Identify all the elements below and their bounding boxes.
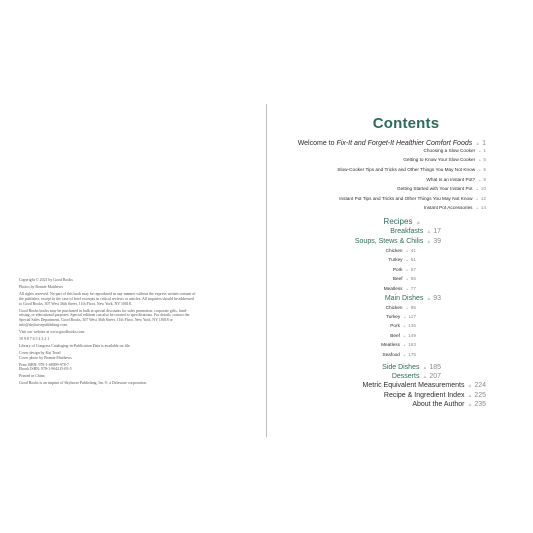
triangle-marker-icon: ▲ — [402, 334, 407, 338]
toc-entry-page-number: 175 — [408, 352, 416, 357]
triangle-marker-icon: ▲ — [475, 206, 479, 210]
copyright-paragraph: Library of Congress Cataloging-in-Publication Data is available on file. — [19, 343, 131, 348]
triangle-marker-icon: ▲ — [467, 384, 473, 389]
triangle-marker-icon: ▲ — [478, 149, 482, 153]
toc-entry-page-number: 1 — [483, 148, 486, 153]
toc-entry-label: Soups, Stews & Chilis — [354, 238, 424, 245]
toc-entry[interactable] — [382, 364, 441, 371]
triangle-marker-icon: ▲ — [405, 258, 409, 262]
triangle-marker-icon: ▲ — [405, 268, 409, 272]
triangle-marker-icon: ▲ — [478, 168, 482, 172]
toc-entry-label: Turkey — [386, 314, 401, 319]
toc-entry-page-number: 224 — [474, 382, 486, 389]
copyright-page-text — [19, 278, 197, 388]
toc-entry-page-number: 185 — [429, 364, 441, 371]
toc-entry[interactable] — [412, 401, 486, 408]
toc-entry-label: Pork — [390, 323, 400, 328]
triangle-marker-icon: ▲ — [422, 366, 428, 371]
copyright-paragraph: Good Books books may be purchased in bulk at special discounts for sales promotion, corporate gifts, fund-raising, or educational purposes. Special editions can also be created to specifications. For details, contact the Special Sales Department, Good Books, 307 West 36th Street, 11th Floor, New York, NY 10018 or info@skyhorsepublishing.com. — [19, 308, 190, 327]
toc-entry[interactable] — [363, 382, 486, 389]
toc-entry-page-number: 225 — [474, 392, 486, 399]
toc-entry-page-number: 10 — [480, 186, 486, 191]
toc-entry[interactable] — [355, 238, 441, 245]
toc-entry[interactable] — [388, 257, 416, 262]
toc-entry-label: Instant Pot Accessories — [423, 205, 473, 210]
toc-entry[interactable] — [426, 177, 486, 182]
toc-entry-page-number: 14 — [480, 205, 486, 210]
toc-entry-page-number: 6 — [483, 167, 486, 172]
toc-entry-label: Turkey — [388, 257, 403, 262]
triangle-marker-icon: ▲ — [402, 324, 407, 328]
toc-entry-label: Breakfasts — [390, 228, 424, 235]
toc-entry-label: Chicken — [385, 305, 403, 310]
toc-entry-label: Seafood — [382, 352, 400, 357]
toc-entry[interactable] — [381, 342, 416, 347]
triangle-marker-icon: ▲ — [405, 277, 409, 281]
toc-entry-label: Getting Started with Your Instant Pot — [396, 186, 473, 191]
toc-entry-page-number: 117 — [408, 314, 416, 319]
toc-entry[interactable] — [424, 205, 486, 210]
copyright-paragraph: 10 9 8 7 6 5 4 3 2 1 — [19, 336, 50, 341]
toc-entry-label: Recipe & Ingredient Index — [383, 392, 465, 399]
toc-entry[interactable] — [337, 167, 486, 172]
triangle-marker-icon: ▲ — [467, 403, 473, 408]
toc-entry-label: Main Dishes — [384, 295, 424, 302]
toc-entry-label — [298, 140, 473, 147]
toc-entry[interactable] — [384, 392, 486, 399]
toc-entry-label: Choosing a Slow Cooker — [423, 148, 476, 153]
toc-entry-page-number: 39 — [433, 238, 441, 245]
triangle-marker-icon: ▲ — [467, 394, 473, 399]
triangle-marker-icon: ▲ — [415, 220, 421, 226]
toc-entry-label-prefix: Welcome to — [297, 140, 337, 147]
toc-entry-page-number: 207 — [429, 373, 441, 380]
toc-entry-label: Meatless — [383, 286, 403, 291]
toc-entry-page-number: 163 — [408, 342, 416, 347]
toc-entry-page-number: 95 — [410, 305, 416, 310]
toc-entry-label: Recipes — [383, 217, 413, 226]
copyright-paragraph: Photos by Bonnie Matthews — [19, 284, 63, 289]
toc-entry[interactable] — [386, 248, 416, 253]
toc-entry-page-number: 5 — [483, 157, 486, 162]
toc-entry[interactable] — [384, 217, 423, 226]
triangle-marker-icon: ▲ — [403, 315, 407, 319]
toc-entry[interactable] — [390, 228, 441, 235]
triangle-marker-icon: ▲ — [426, 297, 432, 302]
toc-entry-page-number: 135 — [408, 323, 416, 328]
triangle-marker-icon: ▲ — [422, 375, 428, 380]
toc-entry[interactable] — [298, 140, 486, 147]
toc-entry[interactable] — [393, 267, 416, 272]
toc-entry-label: Chicken — [385, 248, 403, 253]
toc-entry-page-number: 51 — [410, 257, 416, 262]
triangle-marker-icon: ▲ — [405, 249, 409, 253]
toc-entry[interactable] — [390, 323, 416, 328]
triangle-marker-icon: ▲ — [426, 230, 432, 235]
triangle-marker-icon: ▲ — [475, 197, 479, 201]
triangle-marker-icon: ▲ — [475, 187, 479, 191]
triangle-marker-icon: ▲ — [478, 178, 482, 182]
toc-entry-label: About the Author — [412, 401, 465, 408]
toc-entry-label: Getting to Know Your Slow Cooker — [403, 157, 476, 162]
toc-entry-page-number: 9 — [483, 177, 486, 182]
toc-entry-page-number: 57 — [410, 267, 416, 272]
toc-entry-label: Pork — [392, 267, 403, 272]
toc-entry-label: Slow-Cooker Tips and Tricks and Other Things You May Not Know — [337, 167, 476, 172]
toc-entry[interactable] — [386, 314, 416, 319]
copyright-paragraph: Cover design by Kai Texel Cover photo by Bonnie Matthews — [19, 350, 72, 360]
copyright-paragraph: Visit our website at www.goodbooks.com. — [19, 329, 85, 334]
toc-entry[interactable] — [393, 276, 416, 281]
toc-entry[interactable] — [339, 196, 486, 201]
copyright-paragraph: Good Books is an imprint of Skyhorse Publishing, Inc.®, a Delaware corporation. — [19, 381, 147, 386]
toc-entry[interactable] — [392, 373, 441, 380]
toc-entry[interactable] — [424, 148, 486, 153]
toc-entry-page-number: 149 — [408, 333, 416, 338]
toc-entry-page-number: 17 — [433, 228, 441, 235]
toc-entry[interactable] — [382, 352, 416, 357]
toc-entry[interactable] — [403, 157, 486, 162]
toc-entry-page-number: 93 — [433, 295, 441, 302]
triangle-marker-icon: ▲ — [475, 142, 481, 147]
toc-entry-page-number: 1 — [482, 140, 486, 147]
toc-entry[interactable] — [397, 186, 486, 191]
triangle-marker-icon: ▲ — [426, 240, 432, 245]
copyright-paragraph: All rights reserved. No part of this book may be reproduced in any manner without the express written consent of the publisher, except in the case of brief excerpts in critical reviews or articles. All inquiries should be addressed to Good Books, 307 West 36th Street, 11th Floor, New York, NY 10018. — [19, 291, 196, 306]
triangle-marker-icon: ▲ — [405, 306, 409, 310]
triangle-marker-icon: ▲ — [478, 158, 482, 162]
toc-entry[interactable] — [385, 295, 441, 302]
copyright-paragraph: Print ISBN: 978-1-68099-978-7 Ebook ISBN: 978-1-964215-05-5 — [19, 362, 72, 372]
triangle-marker-icon: ▲ — [402, 343, 407, 347]
toc-entry-label: Meatless — [381, 342, 400, 347]
toc-entry-page-number: 41 — [410, 248, 416, 253]
toc-entry-label: Side Dishes — [382, 364, 420, 371]
toc-entry-label: Instant Pot Tips and Tricks and Other Things You May Not Know — [339, 196, 473, 201]
triangle-marker-icon: ▲ — [405, 287, 409, 291]
toc-entry-page-number: 65 — [410, 276, 416, 281]
toc-entry-label-title: Fix-It and Forget-It Healthier Comfort Foods — [336, 140, 473, 147]
toc-entry-page-number: 235 — [474, 401, 486, 408]
toc-entry-label: Beef — [390, 333, 400, 338]
toc-entry-label: What Is an Instant Pot? — [426, 177, 476, 182]
contents-title: Contents — [372, 115, 440, 132]
toc-entry-label: Beef — [392, 276, 403, 281]
triangle-marker-icon: ▲ — [402, 353, 407, 357]
copyright-paragraph: Printed in China — [19, 374, 45, 379]
copyright-paragraph: Copyright © 2021 by Good Books — [19, 278, 73, 282]
toc-entry-label: Metric Equivalent Measurements — [362, 382, 465, 389]
toc-entry[interactable] — [390, 333, 416, 338]
toc-entry-page-number: 12 — [480, 196, 486, 201]
toc-entry-label: Desserts — [391, 373, 420, 380]
toc-entry[interactable] — [384, 286, 416, 291]
toc-entry-page-number: 77 — [410, 286, 416, 291]
toc-entry[interactable] — [386, 305, 416, 310]
page-gutter-divider — [266, 104, 267, 437]
